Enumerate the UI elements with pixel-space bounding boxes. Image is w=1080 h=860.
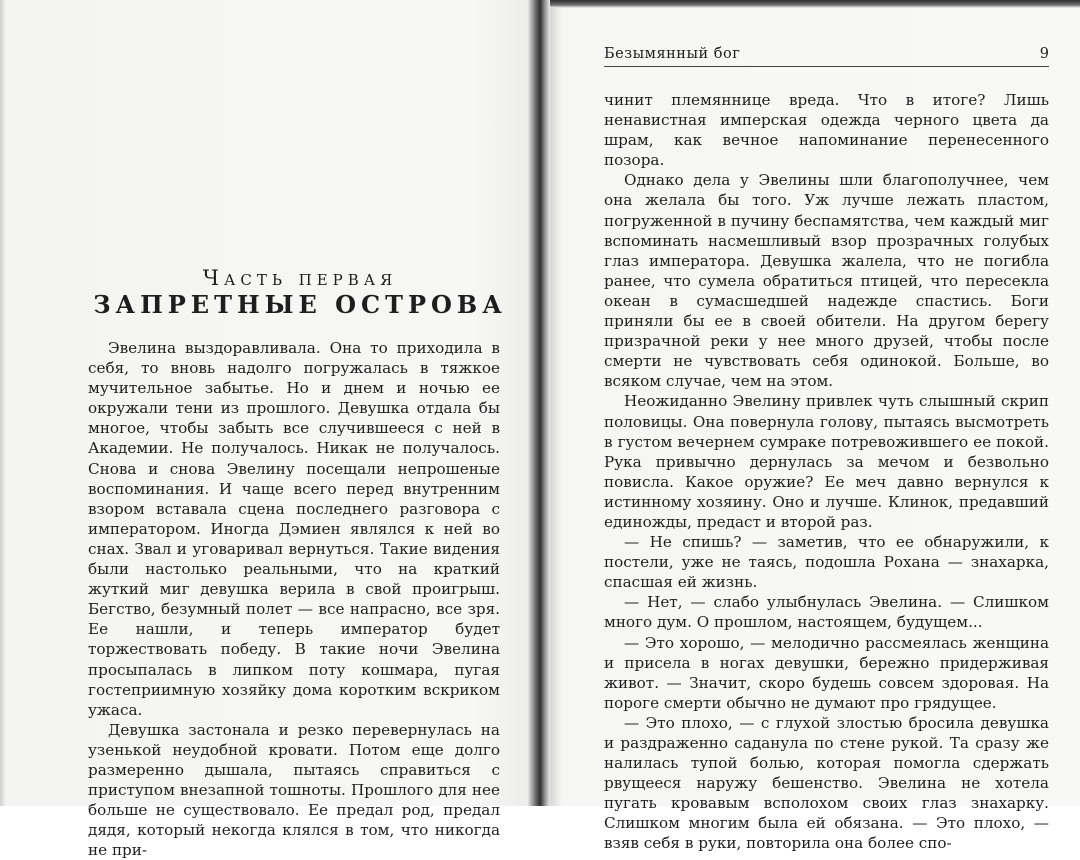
right-page-body — [604, 90, 1049, 854]
book-gutter — [528, 0, 550, 806]
left-page-body — [88, 338, 500, 860]
page-number: 9 — [1039, 46, 1049, 62]
dialogue-line: — Это плохо, — с глухой злостью бросила девушка и раздраженно саданула по стене рукой. Та сразу же налилась тупой болью, которая помогла сдержать рвущееся наружу бешенство. Эвелина не хотела пугать кровавым всполохом своих глаз знахарку. Слишком многим была ей обязана. — Это плохо, — взяв себя в руки, повторила она более спо- — [604, 713, 1049, 853]
paragraph: Эвелина выздоравливала. Она то приходила в себя, то вновь надолго погружалась в тяжкое мучительное забытье. Но и днем и ночью ее окружали тени из прошлого. Девушка отдала бы многое, чтобы забыть все случившееся с ней в Академии. Не получалось. Никак не получалось. Снова и снова Эвелину посещали непрошеные воспоминания. И чаще всего перед внутренним взором вставала сцена последнего разговора с императором. Иногда Дэмиен являлся к ней во снах. Звал и уговаривал вернуться. Такие видения были настолько реальными, что на краткий жуткий миг девушка верила в свой проигрыш. Бегство, безумный полет — все напрасно, все зря. Ее нашли, и теперь император будет торжествовать победу. В такие ночи Эвелина просыпалась в липком поту кошмара, пугая гостеприимную хозяйку дома коротким вскриком ужаса. — [88, 339, 500, 719]
running-header — [604, 44, 1049, 67]
part-title: ЗАПРЕТНЫЕ ОСТРОВА — [93, 290, 507, 319]
dialogue-line: — Это хорошо, — мелодично рассмеялась женщина и присела в ногах девушки, бережно придерживая живот. — Значит, скоро будешь совсем здоровая. На пороге смерти обычно не думают про грядущее. — [604, 633, 1049, 712]
paragraph: Неожиданно Эвелину привлек чуть слышный скрип половицы. Она повернула голову, пытаясь высмотреть в густом вечернем сумраке потревожившего ее покой. Рука привычно дернулась за мечом и безвольно повисла. Какое оружие? Ее меч давно вернулся к истинному хозяину. Оно и лучше. Клинок, предавший единожды, предаст и второй раз. — [604, 392, 1049, 531]
paragraph: чинит племяннице вреда. Что в итоге? Лишь ненавистная имперская одежда черного цвета да шрам, как вечное напоминание перенесенного позора. — [604, 91, 1049, 170]
running-title: Безымянный бог — [604, 46, 741, 62]
part-heading: Часть первая — [202, 266, 398, 290]
dialogue-line: — Не спишь? — заметив, что ее обнаружили, к постели, уже не таясь, подошла Рохана — знахарка, спасшая ей жизнь. — [604, 533, 1049, 592]
paragraph: Девушка застонала и резко перевернулась на узенькой неудобной кровати. Потом еще долго размеренно дышала, пытаясь справиться с приступом внезапной тошноты. Прошлого для нее больше не существовало. Ее предал род, предал дядя, который некогда клялся в том, что никогда не при- — [88, 720, 500, 860]
paragraph: Однако дела у Эвелины шли благополучнее, чем она желала бы того. Уж лучше лежать пластом, погруженной в пучину беспамятства, чем каждый миг вспоминать насмешливый взор прозрачных голубых глаз императора. Девушка жалела, что не погибла ранее, что сумела обратиться птицей, что пересекла океан в сумасшедшей надежде спастись. Боги приняли бы ее в своей обители. На другом берегу призрачной реки у нее много друзей, чтобы после смерти не чувствовать себя одинокой. Больше, во всяком случае, чем на этом. — [604, 171, 1049, 391]
right-page — [550, 0, 1080, 853]
left-page — [0, 0, 528, 860]
dialogue-line: — Нет, — слабо улыбнулась Эвелина. — Слишком много дум. О прошлом, настоящем, будущем... — [604, 593, 1049, 632]
